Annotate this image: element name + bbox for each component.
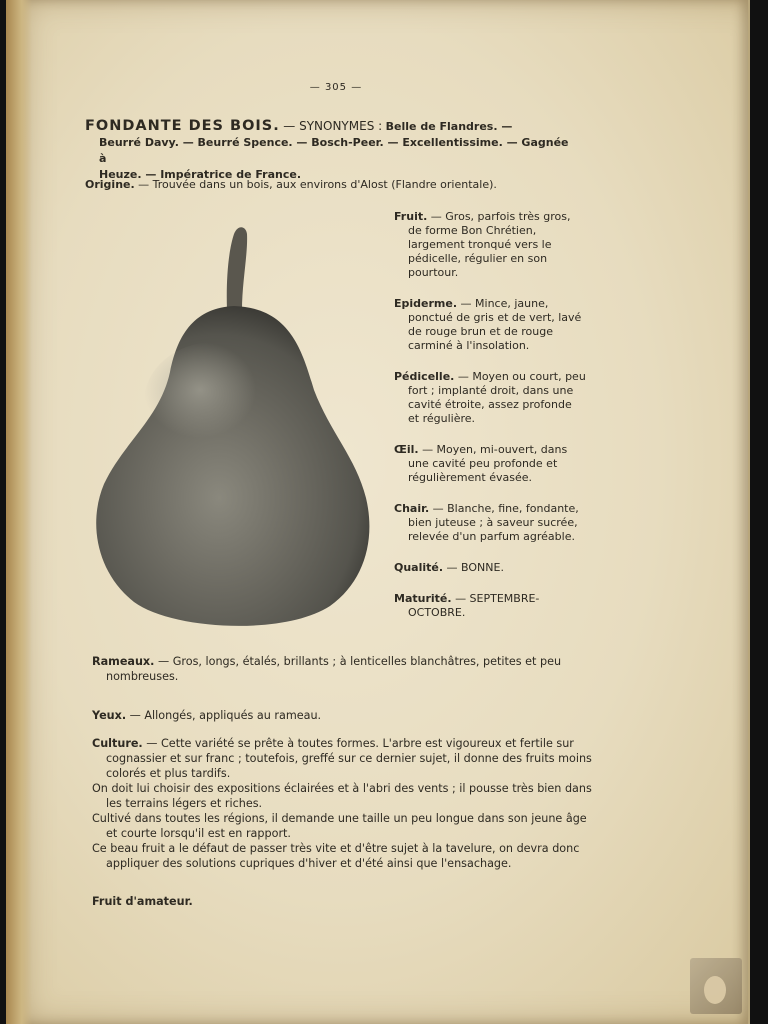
desc-epiderme <box>394 297 586 353</box>
synonyms-line-2: Beurré Davy. — Beurré Spence. — Bosch-Peer. — Excellentissime. — Gagnée à <box>99 136 569 165</box>
footer-note: Fruit d'amateur. <box>92 895 193 908</box>
desc-label: Qualité. <box>394 561 444 574</box>
culture-para-1 <box>92 736 592 781</box>
origin-label: Origine. <box>85 178 135 191</box>
yeux-text: — Allongés, appliqués au rameau. <box>129 709 322 722</box>
desc-label: Œil. <box>394 443 419 456</box>
pear-illustration <box>94 222 374 634</box>
culture-text: — Cette variété se prête à toutes formes. L'arbre est vigoureux et fertile sur cognassier et sur franc ; toutefois, greffé sur ce dernier sujet, il donne des fruits moins colorés et plus tardifs. <box>106 737 592 780</box>
desc-label: Epiderme. <box>394 297 458 310</box>
synonyms-line-3: Heuze. — Impératrice de France. <box>99 168 302 181</box>
desc-text: — Moyen ou court, peu fort ; implanté droit, dans une cavité étroite, assez profonde et régulière. <box>408 370 586 425</box>
synonyms-label: — SYNONYMES : <box>283 119 383 133</box>
culture-para-2: On doit lui choisir des expositions éclairées et à l'abri des vents ; il pousse très bien dans les terrains légers et riches. <box>92 782 592 810</box>
desc-chair <box>394 502 586 544</box>
desc-text: — Blanche, fine, fondante, bien juteuse ; à saveur sucrée, relevée d'un parfum agréable. <box>408 502 579 543</box>
origin-paragraph <box>85 178 605 191</box>
pear-thumbnail-icon <box>704 976 726 1004</box>
desc-oeil <box>394 443 586 485</box>
page-number: — 305 — <box>309 82 363 93</box>
desc-text: — Gros, parfois très gros, de forme Bon Chrétien, largement tronqué vers le pédicelle, régulier en son pourtour. <box>408 210 571 279</box>
desc-text: — SEPTEMBRE-OCTOBRE. <box>408 592 540 619</box>
desc-text: — Mince, jaune, ponctué de gris et de vert, lavé de rouge brun et de rouge carminé à l'insolation. <box>408 297 582 352</box>
desc-label: Fruit. <box>394 210 428 223</box>
desc-pedicelle <box>394 370 586 426</box>
origin-text: — Trouvée dans un bois, aux environs d'Alost (Flandre orientale). <box>138 178 497 191</box>
rameaux-paragraph <box>92 654 606 684</box>
desc-label: Chair. <box>394 502 430 515</box>
culture-para-3: Cultivé dans toutes les régions, il demande une taille un peu longue dans son jeune âge et courte lorsqu'il est en rapport. <box>92 812 587 840</box>
desc-fruit <box>394 210 586 280</box>
page-binding-shadow <box>6 0 32 1024</box>
culture-section <box>92 736 592 871</box>
yeux-paragraph <box>92 708 606 723</box>
desc-qualite <box>394 561 586 575</box>
description-list <box>394 210 586 620</box>
yeux-label: Yeux. <box>92 709 127 722</box>
culture-label: Culture. <box>92 737 143 750</box>
desc-label: Pédicelle. <box>394 370 455 383</box>
book-page <box>6 0 750 1024</box>
culture-para-4: Ce beau fruit a le défaut de passer très vite et d'être sujet à la tavelure, on devra donc appliquer des solutions cupriques d'hiver et d'été ainsi que l'ensachage. <box>92 842 580 870</box>
desc-maturite <box>394 592 586 620</box>
desc-text: — Moyen, mi-ouvert, dans une cavité peu profonde et régulièrement évasée. <box>408 443 568 484</box>
variety-title: FONDANTE DES BOIS. <box>85 118 280 134</box>
entry-header <box>85 118 575 183</box>
rameaux-text: — Gros, longs, étalés, brillants ; à lenticelles blanchâtres, petites et peu nombreuses. <box>106 655 562 683</box>
thumbnail-watermark <box>690 958 742 1014</box>
synonyms-line-1: Belle de Flandres. — <box>385 120 513 133</box>
desc-text: — BONNE. <box>446 561 504 574</box>
rameaux-label: Rameaux. <box>92 655 155 668</box>
desc-label: Maturité. <box>394 592 452 605</box>
